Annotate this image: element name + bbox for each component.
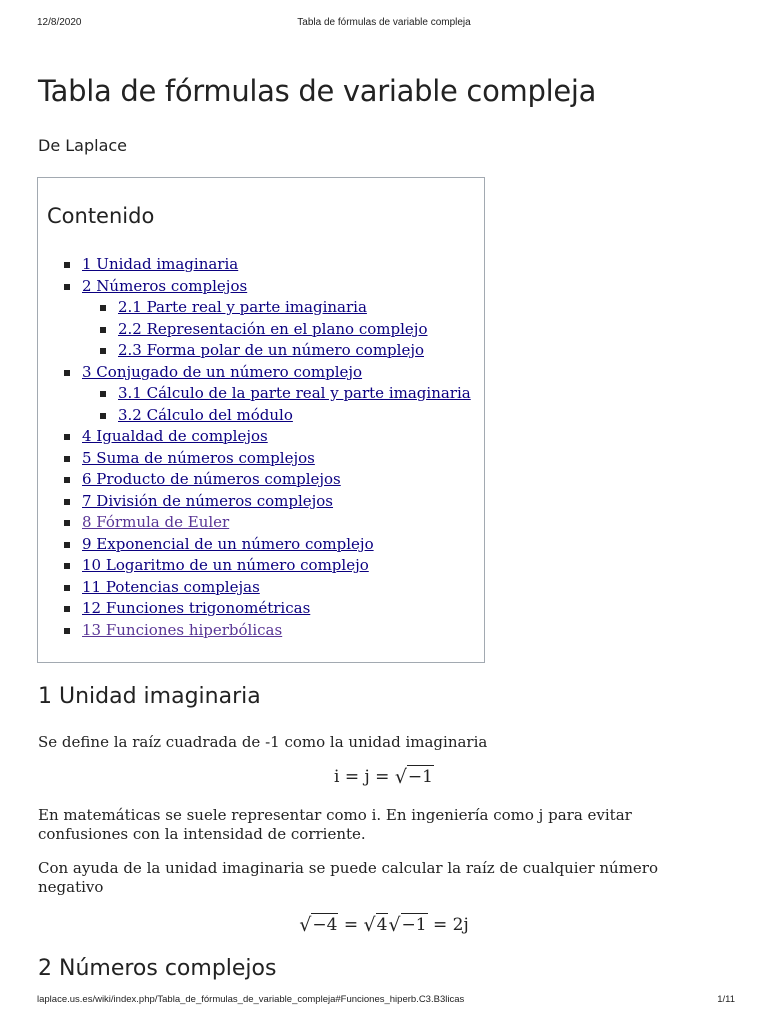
square-bullet-icon	[64, 520, 70, 526]
toc-item	[38, 469, 484, 491]
toc-link[interactable]: 2.2 Representación en el plano complejo	[118, 319, 428, 338]
toc-link[interactable]: 1 Unidad imaginaria	[82, 255, 239, 273]
toc-item	[38, 405, 484, 427]
square-bullet-icon	[64, 456, 70, 462]
toc-link[interactable]: 4 Igualdad de complejos	[82, 427, 268, 445]
toc-item	[38, 254, 484, 276]
sqrt-symbol: √−1	[388, 914, 427, 936]
square-bullet-icon	[64, 628, 70, 634]
sqrt-symbol: √−4	[299, 914, 338, 936]
square-bullet-icon	[64, 284, 70, 290]
toc-link[interactable]: 3.1 Cálculo de la parte real y parte imaginaria	[118, 384, 471, 402]
paragraph: En matemáticas se suele representar como i. En ingeniería como j para evitar confusiones con la intensidad de corriente.	[38, 806, 632, 843]
toc-link[interactable]: 8 Fórmula de Euler	[82, 513, 230, 531]
square-bullet-icon	[100, 413, 106, 419]
paragraph: Con ayuda de la unidad imaginaria se puede calcular la raíz de cualquier número negativo	[38, 859, 659, 896]
radicand: −1	[407, 767, 433, 787]
formula-sqrt-negative	[0, 913, 768, 935]
toc-item	[38, 555, 484, 577]
toc-link[interactable]: 9 Exponencial de un número complejo	[82, 534, 374, 553]
sqrt-symbol: √−1	[394, 766, 433, 788]
print-header	[0, 17, 768, 31]
square-bullet-icon	[64, 477, 70, 483]
toc-item	[38, 448, 484, 470]
toc-item	[38, 297, 484, 319]
toc-link[interactable]: 2.1 Parte real y parte imaginaria	[118, 298, 367, 316]
toc-item	[38, 426, 484, 448]
radicand: 4	[376, 915, 388, 935]
formula-lhs: i = j =	[334, 767, 395, 787]
square-bullet-icon	[64, 434, 70, 440]
print-footer	[0, 994, 768, 1008]
toc-link[interactable]: 3 Conjugado de un número complejo	[82, 362, 363, 381]
toc-item	[38, 491, 484, 513]
site-subtitle: De Laplace	[38, 136, 128, 155]
toc-item	[38, 383, 484, 405]
toc-link[interactable]: 12 Funciones trigonométricas	[82, 599, 311, 617]
square-bullet-icon	[100, 348, 106, 354]
toc-item	[38, 620, 484, 642]
toc-link[interactable]: 2.3 Forma polar de un número complejo	[118, 341, 424, 359]
square-bullet-icon	[64, 262, 70, 268]
toc-item	[38, 577, 484, 599]
table-of-contents	[37, 177, 485, 663]
toc-item	[38, 534, 484, 556]
toc-link[interactable]: 3.2 Cálculo del módulo	[118, 405, 293, 424]
sqrt-symbol: √4	[363, 914, 388, 936]
toc-link[interactable]: 5 Suma de números complejos	[82, 448, 315, 467]
page-title: Tabla de fórmulas de variable compleja	[38, 74, 597, 108]
toc-item	[38, 362, 484, 384]
square-bullet-icon	[100, 305, 106, 311]
print-url: laplace.us.es/wiki/index.php/Tabla_de_fórmulas_de_variable_compleja#Funciones_hiperb.C3.B3licas	[37, 994, 465, 1005]
square-bullet-icon	[64, 585, 70, 591]
toc-item	[38, 598, 484, 620]
equals: =	[338, 915, 364, 935]
toc-item	[38, 319, 484, 341]
square-bullet-icon	[64, 499, 70, 505]
print-date: 12/8/2020	[37, 17, 82, 28]
square-bullet-icon	[100, 327, 106, 333]
square-bullet-icon	[64, 563, 70, 569]
section-heading-numeros-complejos: 2 Números complejos	[38, 956, 277, 981]
toc-link[interactable]: 13 Funciones hiperbólicas	[82, 620, 283, 639]
toc-link[interactable]: 11 Potencias complejas	[82, 577, 260, 596]
toc-list	[38, 254, 484, 641]
radicand: −1	[401, 915, 427, 935]
toc-link[interactable]: 10 Logaritmo de un número complejo	[82, 556, 369, 574]
toc-link[interactable]: 2 Números complejos	[82, 276, 248, 295]
paragraph: Se define la raíz cuadrada de -1 como la unidad imaginaria	[38, 733, 488, 751]
toc-link[interactable]: 6 Producto de números complejos	[82, 470, 341, 488]
toc-link[interactable]: 7 División de números complejos	[82, 491, 334, 510]
formula-imaginary-unit	[0, 765, 768, 787]
square-bullet-icon	[64, 542, 70, 548]
toc-item	[38, 512, 484, 534]
square-bullet-icon	[100, 391, 106, 397]
square-bullet-icon	[64, 370, 70, 376]
square-bullet-icon	[64, 606, 70, 612]
toc-item	[38, 276, 484, 298]
section-heading-unidad-imaginaria: 1 Unidad imaginaria	[38, 684, 261, 709]
radicand: −4	[312, 915, 338, 935]
formula-rhs: = 2j	[427, 915, 469, 935]
toc-title: Contenido	[47, 204, 155, 228]
print-title: Tabla de fórmulas de variable compleja	[297, 17, 471, 28]
toc-item	[38, 340, 484, 362]
page-number: 1/11	[717, 994, 735, 1005]
